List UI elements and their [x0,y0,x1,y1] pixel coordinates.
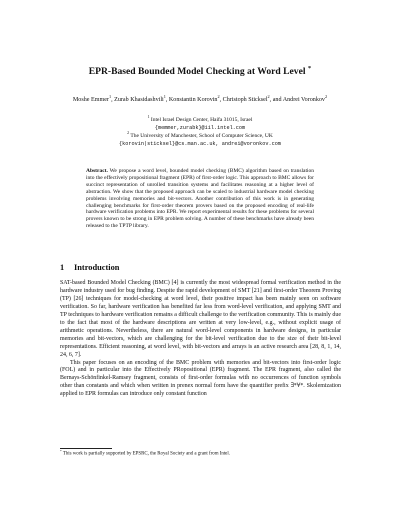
affiliation-2-emails: {korovin|sticksel}@cs.man.ac.uk, andrei@voronkov.com [119,140,281,147]
author-separator: , and [269,97,283,103]
paper-title [40,66,360,78]
affiliation-name: Intel Israel Design Center, Haifa 31015, Israel [150,117,253,123]
footnote-rule [60,448,112,449]
paragraph: SAT-based Bounded Model Checking (BMC) [4] is currently the most widespread formal verification method in the hardware industry used for bug finding. Despite the rapid development of SMT [21] and first-order Theorem Proving (TP) [26] techniques for model-checking at word level, their positive impact has been mainly seen on software verification. So far, hardware verification has benefited far less from word-level verification, and applying SMT and TP techniques to hardware verification remains a difficult challenge to the verification community. This is mainly due to the fact that most of the hardware descriptions are written at very low-level, e.g., without explicit usage of arithmetic operations. Nevertheless, there are natural word-level components in hardware designs, in particular memories and bit-vectors, which are challenging for the bit-level verification due to the size of their bit-level representations. Efficient reasoning, at word level, with bit-vectors and arrays is an active research area [28, 8, 1, 14, 24, 6, 7]. [60,280,341,358]
author-name: Konstantin Korovin [168,97,218,103]
body-text [60,280,341,399]
affiliation-name: The University of Manchester, School of Computer Science, UK [130,132,273,139]
section-number: 1 [60,263,65,272]
abstract-label: Abstract. [86,168,108,174]
section-title: Introduction [74,263,120,272]
author-affiliation-mark: 2 [267,93,270,99]
author [114,93,166,103]
author-separator: , [219,97,223,103]
author [72,93,112,103]
abstract-text: We propose a word level, bounded model checking (BMC) algorithm based on translation into the effectively propositional fragment (EPR) of first-order logic. This approach to BMC allows for succinct representation of unrolled transition systems and facilitates reasoning at a higher level of abstraction. We show that the proposed approach can be scaled to industrial hardware model checking problems involving memories and bit-vectors. Another contribution of this work is in generating challenging benchmarks for first-order theorem provers based on the proposed encoding of real-life hardware verification problems into EPR. We report experimental results for these problems for several provers known to be strong in EPR problem solving. A number of these benchmarks have already been released to the TPTP library. [86,168,314,230]
title-footnote-mark: * [307,64,312,72]
author-affiliation-mark: 2 [324,93,328,99]
abstract [86,168,314,230]
paragraph: This paper focuses on an encoding of the BMC problem with memories and bit-vectors into first-order logic (FOL) and in particular into the Effectively PRopositional (EPR) fragment. The EPR fragment, also called the Bernays-Schönfinkel-Ramsey fragment, consists of first-order formulas with no occurrences of function symbols other than constants and which when written in prenex normal form have the quantifier prefix ∃*∀*. Skolemization applied to EPR formulas can introduce only constant function [60,359,341,398]
affiliation-mark: 2 [127,130,130,135]
author-name: Christoph Sticksel [222,97,268,103]
author-name: Andrei Voronkov [282,97,325,103]
author-affiliation-mark: 1 [108,93,112,99]
author-affiliation-mark: 2 [217,93,220,99]
author-list [40,93,360,104]
author-separator: , [111,97,115,103]
author-name: Zurab Khasidashvili [114,97,164,103]
author-separator: , [165,97,169,103]
affiliation-2 [40,130,360,141]
author [222,93,270,103]
author [168,93,220,103]
footnote-text: This work is partially supported by EPSRC, the Royal Society and a grant from Intel. [62,451,230,457]
affiliation-1 [40,117,360,125]
author [282,93,328,103]
author-name: Moshe Emmer [72,97,109,103]
author-affiliation-mark: 1 [163,93,166,99]
title-text: EPR-Based Bounded Model Checking at Word Level [88,66,306,77]
section-heading [60,263,119,273]
affiliation-mark: 1 [147,115,150,120]
footnote-mark: * [60,449,62,453]
affiliations [40,117,360,149]
affiliation-1-emails: {memmer,zurabk}@iil.intel.com [154,124,246,131]
footnote [60,451,341,458]
